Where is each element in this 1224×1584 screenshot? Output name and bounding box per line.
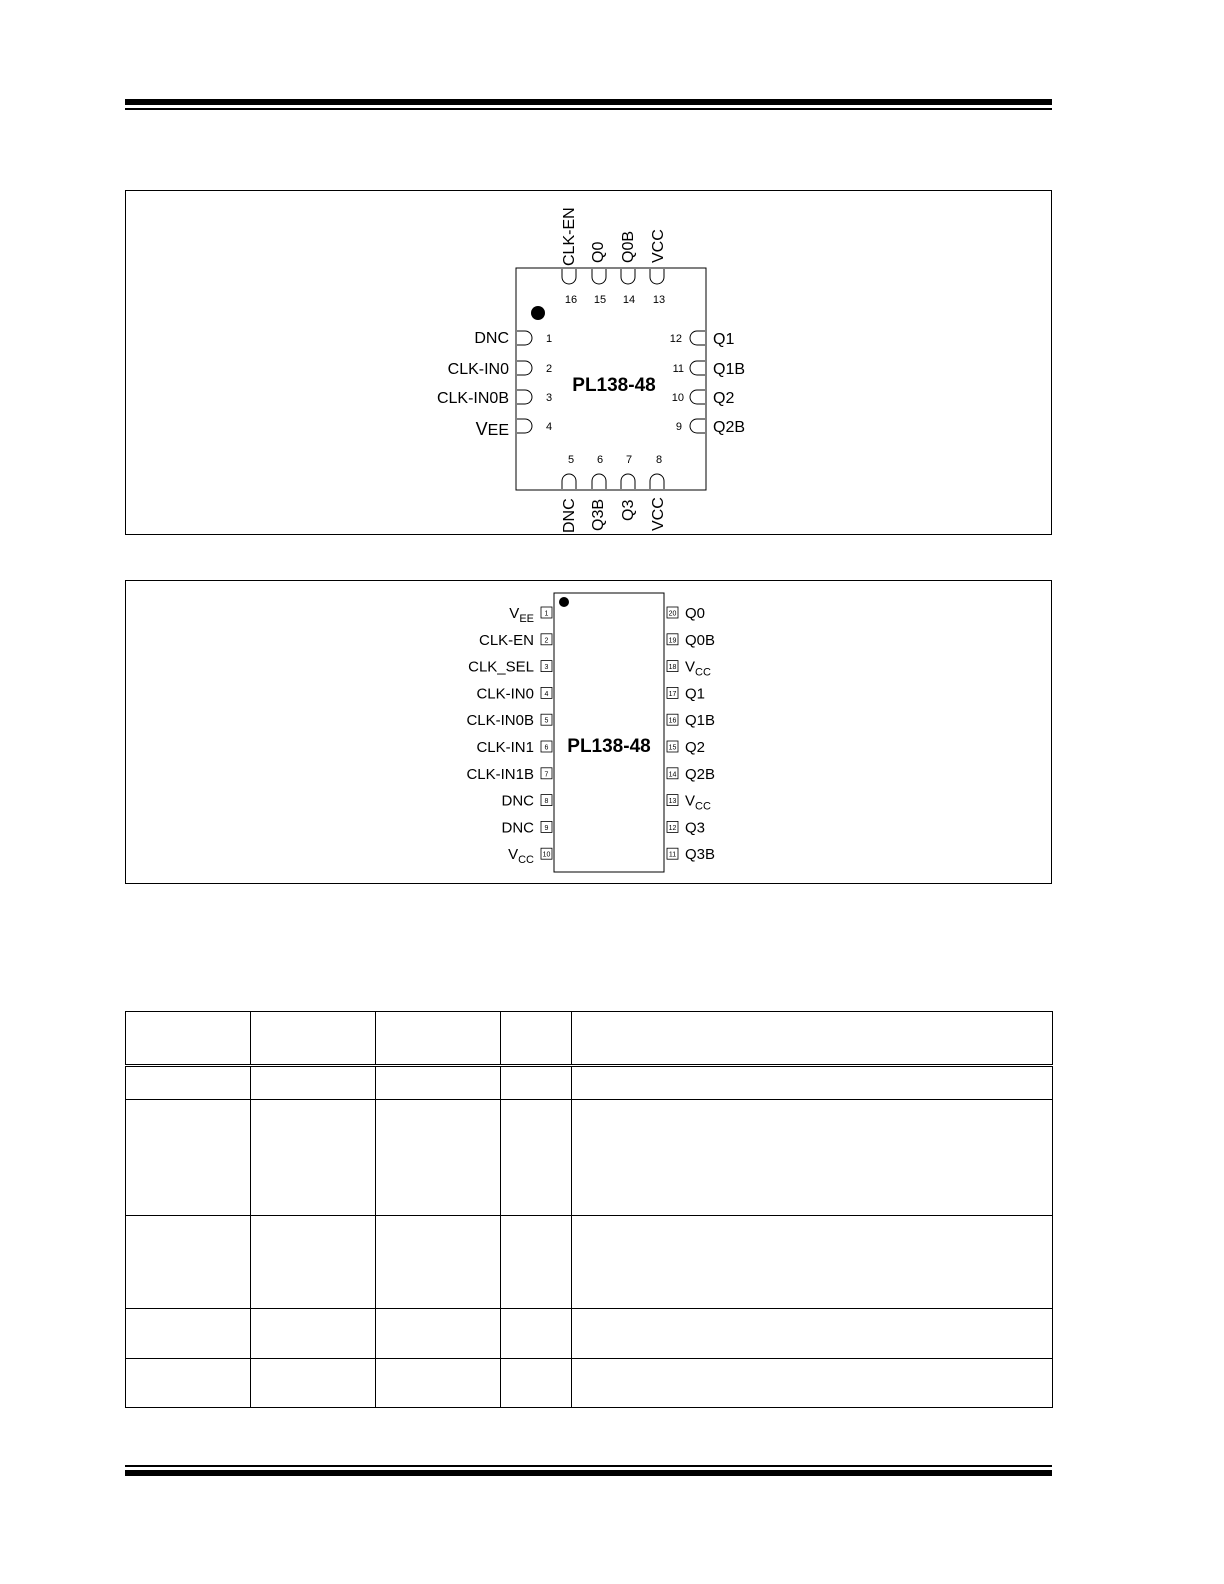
tssop-pin-6-number: 6: [544, 744, 549, 752]
tssop-pin-4-label: CLK-IN0: [476, 685, 534, 703]
table-cell: [126, 1358, 251, 1407]
qfn-pin-9-number: 9: [675, 421, 682, 433]
qfn-pin-14-number: 14: [622, 294, 636, 306]
qfn-pin-6-label: Q3B: [590, 498, 607, 531]
table-cell: [251, 1012, 376, 1066]
qfn-pin-14-label: Q0B: [620, 230, 637, 263]
table-cell: [251, 1099, 376, 1215]
qfn-pin-1-label: DNC: [474, 330, 509, 347]
tssop-pin-17-number: 17: [668, 690, 677, 698]
tssop-pin-10-number: 10: [542, 851, 551, 859]
tssop-pin-3-number: 3: [544, 664, 549, 672]
qfn-pin-5-pad: [562, 474, 576, 489]
header-rule-thin: [125, 108, 1052, 110]
tssop-pin-9-number: 9: [544, 824, 549, 832]
qfn-pin-5-number: 5: [567, 454, 575, 466]
table-cell: [572, 1012, 1053, 1066]
table-row: [126, 1215, 1053, 1309]
qfn-pin-8-pad: [650, 474, 664, 489]
table-cell: [126, 1066, 251, 1099]
tssop-pin-3-label: CLK_SEL: [468, 658, 534, 676]
qfn-pin-3-pad: [517, 390, 532, 404]
qfn-pinout-figure: [125, 190, 1052, 535]
table-cell: [376, 1012, 501, 1066]
qfn-pin-6-pad: [592, 474, 606, 489]
tssop-pin-16-number: 16: [668, 717, 677, 725]
qfn-pin-3-label: CLK-IN0B: [436, 390, 509, 407]
tssop-pin-19-number: 19: [668, 637, 677, 645]
qfn-pin-11-label: Q1B: [713, 361, 746, 378]
qfn-pinout-diagram: [126, 191, 1051, 534]
tssop-chip-body: [554, 593, 664, 872]
footer-rule-thick: [125, 1470, 1052, 1476]
qfn-pin-15-pad: [592, 269, 606, 284]
tssop-pin-8-number: 8: [544, 798, 549, 806]
tssop-pin-16-label: Q1B: [685, 712, 716, 730]
table-header-row: [126, 1012, 1053, 1066]
qfn-pin-13-number: 13: [652, 294, 666, 306]
qfn-pin-7-pad: [621, 474, 635, 489]
table-cell: [376, 1309, 501, 1358]
table-cell: [251, 1309, 376, 1358]
tssop-pin-6-label: CLK-IN1: [476, 739, 534, 756]
table-cell: [126, 1215, 251, 1309]
table-cell: [251, 1066, 376, 1099]
qfn-pin-2-label: CLK-IN0: [447, 361, 509, 378]
tssop-pin-18-number: 18: [668, 664, 677, 672]
tssop-pin-1-number: 1: [544, 610, 549, 618]
tssop-pin-2-number: 2: [544, 637, 549, 645]
qfn-pin-1-pad: [517, 331, 532, 345]
qfn-pin-10-label: Q2: [713, 390, 735, 407]
table-cell: [501, 1309, 572, 1358]
table-cell: [572, 1358, 1053, 1407]
table-cell: [572, 1066, 1053, 1099]
tssop-pin-7-number: 7: [544, 771, 549, 779]
tssop-pin-14-number: 14: [668, 771, 677, 779]
tssop-pin-11-number: 11: [668, 851, 677, 859]
qfn-pin-7-label: Q3: [620, 499, 637, 521]
qfn-pin-9-pad: [690, 419, 705, 433]
table-cell: [572, 1215, 1053, 1309]
qfn-pin-11-pad: [690, 361, 705, 375]
qfn-pin-12-number: 12: [669, 333, 682, 345]
table-row: [126, 1099, 1053, 1215]
tssop-pin-13-label: $V_{CC}$: [685, 792, 711, 813]
tssop-pin-5-label: CLK-IN0B: [466, 712, 534, 730]
pin1-indicator-dot: [531, 306, 545, 320]
tssop-pin-17-label: Q1: [685, 685, 706, 703]
qfn-pin-6-number: 6: [596, 454, 604, 466]
table-cell: [572, 1309, 1053, 1358]
tssop-pin-15-number: 15: [668, 744, 677, 752]
table-cell: [376, 1215, 501, 1309]
table-cell: [126, 1012, 251, 1066]
qfn-pin-13-pad: [650, 269, 664, 284]
tssop-pin-11-label: Q3B: [685, 846, 716, 864]
header-rule-thick: [125, 99, 1052, 105]
tssop-pin-20-label: Q0: [685, 605, 706, 622]
table-cell: [376, 1358, 501, 1407]
qfn-pin-7-number: 7: [625, 454, 633, 466]
table-cell: [251, 1358, 376, 1407]
tssop-pin-1-label: $V_{EE}$: [509, 605, 534, 625]
tssop-pin-20-number: 20: [668, 610, 677, 618]
table-cell: [501, 1012, 572, 1066]
qfn-pin-11-number: 11: [672, 363, 684, 375]
tssop-pin1-indicator-dot: [559, 597, 569, 607]
tssop-pinout-figure: [125, 580, 1052, 884]
pin-description-table: [125, 1011, 1053, 1408]
qfn-pin-13-label: VCC: [650, 229, 667, 263]
tssop-pin-9-label: DNC: [501, 819, 534, 837]
qfn-pin-4-number: 4: [546, 421, 553, 433]
table-cell: [501, 1066, 572, 1099]
tssop-part-number: PL138-48: [567, 736, 651, 757]
qfn-pin-16-number: 16: [564, 294, 578, 306]
table-cell: [126, 1309, 251, 1358]
tssop-pin-8-label: DNC: [501, 792, 534, 810]
qfn-pin-5-label: DNC: [561, 498, 578, 533]
qfn-pin-2-number: 2: [546, 363, 553, 375]
qfn-pin-12-pad: [690, 331, 705, 345]
qfn-pin-15-label: Q0: [590, 241, 607, 263]
table-row: [126, 1309, 1053, 1358]
qfn-pin-10-number: 10: [671, 392, 684, 404]
tssop-pinout-diagram: [126, 581, 1051, 883]
table-cell: [126, 1099, 251, 1215]
qfn-pin-4-label: VEE: [475, 419, 509, 439]
tssop-pin-19-label: Q0B: [685, 631, 716, 649]
tssop-pin-2-label: CLK-EN: [478, 631, 534, 649]
qfn-pin-14-pad: [621, 269, 635, 284]
tssop-pin-14-label: Q2B: [685, 765, 716, 783]
tssop-pin-4-number: 4: [544, 690, 549, 698]
table-cell: [251, 1215, 376, 1309]
qfn-part-number: PL138-48: [572, 375, 656, 396]
footer-rule-thin: [125, 1465, 1052, 1467]
qfn-pin-1-number: 1: [546, 333, 553, 345]
tssop-pin-7-label: CLK-IN1B: [466, 765, 534, 783]
table-cell: [501, 1358, 572, 1407]
tssop-pin-13-number: 13: [668, 798, 677, 806]
tssop-pin-15-label: Q2: [685, 739, 706, 756]
tssop-pin-18-label: $V_{CC}$: [685, 658, 711, 679]
qfn-pin-8-number: 8: [655, 454, 663, 466]
table-cell: [376, 1066, 501, 1099]
qfn-pin-10-pad: [690, 390, 705, 404]
tssop-pin-10-label: $V_{CC}$: [508, 846, 534, 867]
table-cell: [376, 1099, 501, 1215]
qfn-pin-2-pad: [517, 361, 532, 375]
table-cell: [501, 1099, 572, 1215]
qfn-pin-4-pad: [517, 419, 532, 433]
qfn-pin-3-number: 3: [546, 392, 553, 404]
qfn-pin-16-label: CLK-EN: [561, 207, 578, 266]
table-row: [126, 1066, 1053, 1099]
table-cell: [501, 1215, 572, 1309]
table-cell: [572, 1099, 1053, 1215]
qfn-pin-12-label: Q1: [713, 331, 735, 348]
tssop-pin-12-label: Q3: [685, 819, 706, 837]
tssop-pin-5-number: 5: [544, 717, 549, 725]
qfn-pin-15-number: 15: [593, 294, 607, 306]
qfn-pin-16-pad: [562, 269, 576, 284]
qfn-pin-9-label: Q2B: [713, 419, 746, 436]
qfn-pin-8-label: VCC: [650, 497, 667, 531]
tssop-pin-12-number: 12: [668, 824, 677, 832]
table-row: [126, 1358, 1053, 1407]
